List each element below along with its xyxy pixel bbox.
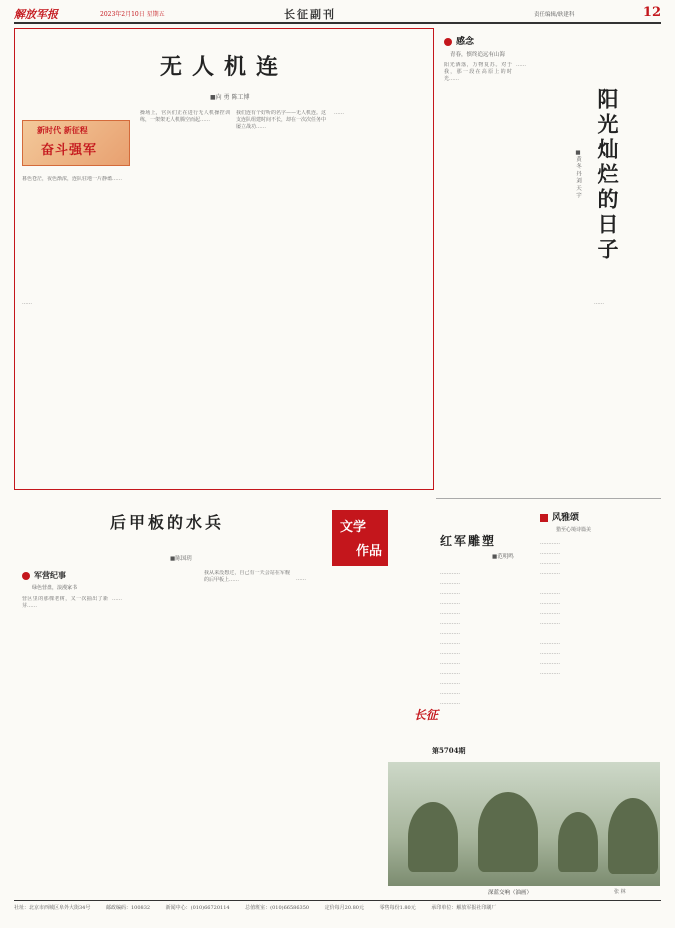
poem-line: ………… bbox=[440, 630, 460, 636]
lower-article-paragraph: …… bbox=[296, 576, 306, 582]
main-article-paragraph: 我们连有个好听的名字——无人机连。这支连队组建时间不长，却在一次次任务中屡立战功…… bbox=[236, 110, 326, 130]
banner-line-1: 新时代 新征程 bbox=[37, 125, 88, 135]
footer-item: 邮政编码：100832 bbox=[105, 905, 151, 911]
poem-line: ………… bbox=[440, 650, 460, 656]
editor-credit: 责任编辑/耿建科 bbox=[534, 12, 575, 18]
section-divider bbox=[436, 498, 661, 499]
tree-shape bbox=[608, 798, 658, 874]
badge-line-1: 文学 bbox=[340, 520, 367, 535]
main-article-paragraph: …… bbox=[334, 110, 344, 116]
poem-title: 红军雕塑 bbox=[440, 534, 497, 548]
changzheng-issue: 第5704期 bbox=[432, 746, 466, 755]
gannian-paragraph: …… bbox=[516, 62, 526, 68]
lower-article-paragraph: 我从来没想过，自己有一天会站在军舰的后甲板上…… bbox=[204, 570, 290, 583]
vertical-article-title: 阳光灿烂的日子 bbox=[595, 88, 620, 263]
gannian-paragraph: 阳光洒落，万物复苏。对于我，那一段在高原上的时光…… bbox=[444, 62, 512, 82]
poem-line: ………… bbox=[540, 610, 560, 616]
lower-article-title: 后甲板的水兵 bbox=[110, 513, 225, 532]
newspaper-logo: 解放军报 bbox=[14, 8, 58, 21]
poem-line: ………… bbox=[540, 670, 560, 676]
section-title: 长征副刊 bbox=[284, 8, 336, 21]
badge-line-2: 作品 bbox=[356, 544, 383, 559]
footer-item: 零售每份1.80元 bbox=[379, 905, 416, 911]
changzheng-logo: 长征 bbox=[414, 708, 439, 722]
literature-badge bbox=[332, 510, 388, 566]
fengyasong-subtitle: 猎至心境诗篇美 bbox=[556, 527, 592, 533]
bottom-rule bbox=[14, 900, 661, 901]
junzhao-subtitle: 绿色营盘，浪漫家书 bbox=[32, 585, 78, 591]
issue-date: 2023年2月10日 星期五 bbox=[100, 11, 165, 18]
poem-line: ………… bbox=[440, 700, 460, 706]
footer-item: 新闻中心：(010)66720114 bbox=[165, 905, 230, 911]
poem-line: ………… bbox=[540, 570, 560, 576]
poem-byline: ■范明鸣 bbox=[492, 554, 514, 560]
gannian-subtitle: 青春，慎终追远有山海 bbox=[450, 52, 506, 58]
photo-caption: 深蓝交响（油画） bbox=[488, 890, 533, 896]
junzhao-paragraph: 营区里的那棵老树，又一次抽出了新芽…… bbox=[22, 596, 108, 609]
gannian-heading bbox=[444, 34, 474, 47]
lower-article-byline: ■陈国玥 bbox=[170, 556, 192, 562]
poem-line: ………… bbox=[440, 590, 460, 596]
page-number: 12 bbox=[642, 5, 661, 20]
gannian-title: 感念 bbox=[456, 37, 475, 47]
vertical-article-paragraph: …… bbox=[594, 300, 604, 306]
poem-line: ………… bbox=[540, 590, 560, 596]
poem-line: ………… bbox=[540, 650, 560, 656]
footer bbox=[14, 904, 661, 911]
poem-line: ………… bbox=[540, 660, 560, 666]
poem-line: ………… bbox=[440, 670, 460, 676]
poem-line: ………… bbox=[440, 660, 460, 666]
poem-line: ………… bbox=[540, 550, 560, 556]
poem-line: ………… bbox=[440, 580, 460, 586]
footer-item: 承印单位：解放军报社印刷厂 bbox=[431, 905, 497, 911]
junzhao-paragraph: …… bbox=[112, 596, 122, 602]
top-rule bbox=[14, 22, 661, 24]
poem-line: ………… bbox=[440, 620, 460, 626]
poem-line: ………… bbox=[540, 620, 560, 626]
poem-line: ………… bbox=[540, 600, 560, 606]
footer-item: 定价每月20.80元 bbox=[324, 905, 364, 911]
tree-shape bbox=[478, 792, 538, 872]
poem-line: ………… bbox=[440, 610, 460, 616]
poem-line: ………… bbox=[440, 600, 460, 606]
fengyasong-heading bbox=[540, 510, 579, 523]
tree-shape bbox=[558, 812, 598, 872]
footer-item: 总值班室：(010)66586350 bbox=[245, 905, 310, 911]
junzhao-heading bbox=[22, 570, 66, 581]
poem-line: ………… bbox=[440, 690, 460, 696]
tree-shape bbox=[408, 802, 458, 872]
main-article-byline: ■向 勇 陈工博 bbox=[210, 94, 250, 101]
poem-line: ………… bbox=[440, 640, 460, 646]
poem-line: ………… bbox=[540, 540, 560, 546]
fengyasong-title: 风雅颂 bbox=[552, 513, 580, 523]
poem-line: ………… bbox=[440, 570, 460, 576]
main-article-paragraph: 暮色苍茫，夜色渐浓，连队驻地一片静谧…… bbox=[22, 176, 123, 182]
photo-credit: 张 林 bbox=[614, 889, 626, 895]
main-article-paragraph: …… bbox=[22, 300, 32, 306]
junzhao-title: 军营纪事 bbox=[34, 570, 66, 580]
footer-item: 社址：北京市西城区阜外大街34号 bbox=[14, 905, 91, 911]
main-article-paragraph: 操场上，官兵们正在进行无人机操控训练，一架架无人机腾空而起…… bbox=[140, 110, 230, 123]
poem-line: ………… bbox=[540, 560, 560, 566]
poem-line: ………… bbox=[440, 680, 460, 686]
campaign-banner bbox=[22, 120, 130, 166]
bullet-dot-icon bbox=[444, 38, 452, 46]
bullet-dot-icon bbox=[22, 572, 30, 580]
vertical-article-byline: ■黄 冬 丹 刘 天 宇 bbox=[575, 150, 581, 198]
banner-line-2: 奋斗强军 bbox=[41, 143, 98, 158]
square-bullet-icon bbox=[540, 514, 548, 522]
poem-line: ………… bbox=[540, 640, 560, 646]
oil-painting-image bbox=[388, 762, 660, 886]
main-article-title: 无人机连 bbox=[160, 54, 289, 80]
